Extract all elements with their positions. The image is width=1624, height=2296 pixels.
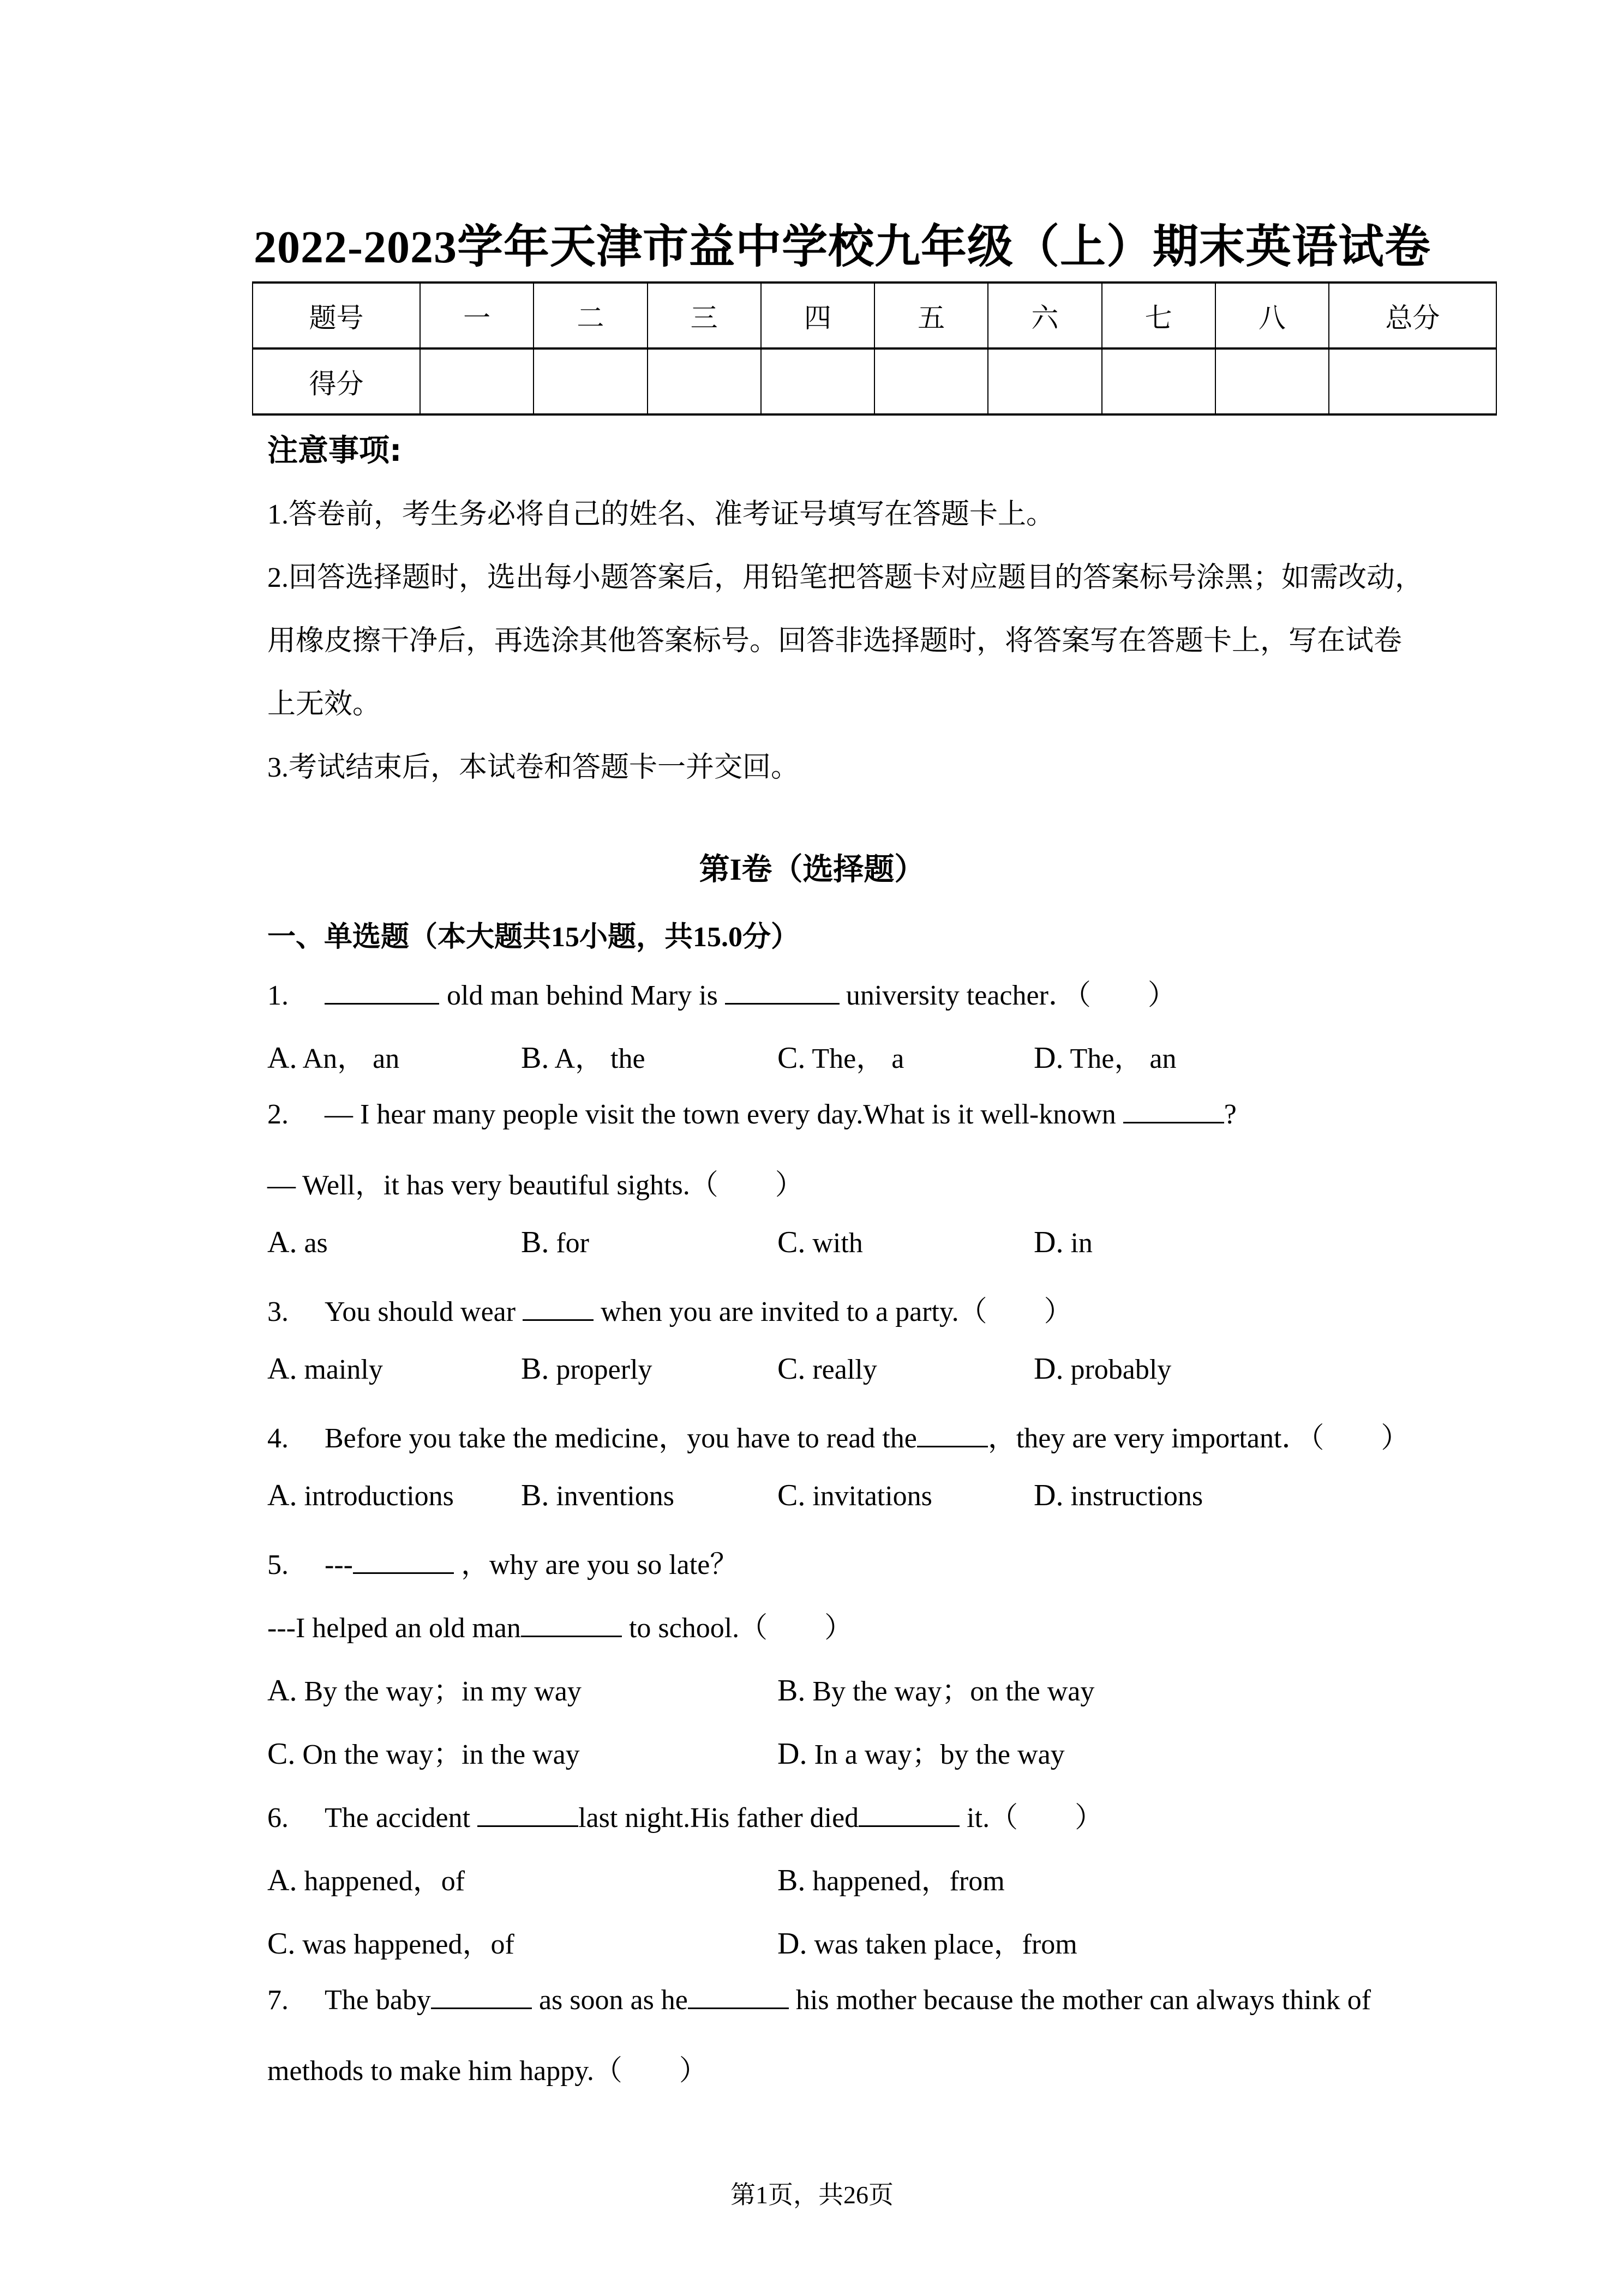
- question-text: Before you take the medicine，you have to read the: [325, 1423, 917, 1454]
- option-text: properly: [556, 1354, 652, 1385]
- option-c[interactable]: [777, 1478, 932, 1513]
- option-c[interactable]: [267, 1731, 580, 1772]
- option-c[interactable]: [777, 1035, 904, 1076]
- score-cell: [1329, 348, 1496, 414]
- option-label: C.: [777, 1478, 806, 1512]
- question-number: 1.: [267, 980, 289, 1011]
- question-text: to school.（ ）: [621, 1613, 853, 1644]
- question-5-line-2: [267, 1604, 853, 1645]
- question-text: ，why are you so late？: [453, 1549, 739, 1580]
- option-a[interactable]: [267, 1035, 399, 1076]
- notice-line: 上无效。: [267, 689, 381, 720]
- question-number: 3.: [267, 1296, 289, 1327]
- answer-blank: [477, 1804, 578, 1827]
- option-d[interactable]: [1034, 1351, 1171, 1386]
- header-cell: 一: [420, 283, 534, 348]
- option-label: D.: [1034, 1225, 1064, 1259]
- option-a[interactable]: [267, 1668, 582, 1709]
- answer-blank: [917, 1424, 988, 1447]
- answer-blank: [1123, 1100, 1224, 1123]
- option-label: B.: [521, 1352, 549, 1386]
- option-label: C.: [267, 1927, 296, 1961]
- option-text: By the way；in my way: [304, 1676, 582, 1707]
- option-label: B.: [521, 1478, 549, 1512]
- option-text: By the way；on the way: [812, 1676, 1095, 1707]
- option-text: The， a: [812, 1043, 904, 1074]
- option-a[interactable]: [267, 1858, 465, 1898]
- notice-line: 用橡皮擦干净后，再选涂其他答案标号。回答非选择题时，将答案写在答题卡上，写在试卷: [267, 626, 1403, 657]
- notice-line: 2.回答选择题时，选出每小题答案后，用铅笔把答题卡对应题目的答案标号涂黑；如需改动，: [267, 562, 1424, 593]
- question-text: ?: [1224, 1099, 1237, 1130]
- option-a[interactable]: [267, 1225, 328, 1260]
- question-text: last night.His father died: [578, 1802, 859, 1834]
- header-cell: 四: [761, 283, 874, 348]
- answer-blank: [523, 1297, 594, 1321]
- option-a[interactable]: [267, 1351, 383, 1386]
- answer-blank: [353, 1550, 454, 1574]
- score-cell: [648, 348, 761, 414]
- option-text: really: [812, 1354, 877, 1385]
- option-b[interactable]: [521, 1351, 652, 1386]
- question-text: it.（ ）: [960, 1802, 1104, 1834]
- option-label: C.: [777, 1225, 806, 1259]
- option-label: A.: [267, 1478, 297, 1512]
- question-text: The accident: [325, 1802, 478, 1834]
- question-text: his mother because the mother can always think of: [788, 1985, 1371, 2016]
- option-text: in: [1070, 1228, 1093, 1259]
- option-text: introductions: [304, 1481, 454, 1512]
- option-d[interactable]: [1034, 1225, 1093, 1260]
- option-text: A， the: [554, 1043, 645, 1074]
- question-7: [267, 1984, 1371, 2016]
- answer-blank: [859, 1804, 960, 1827]
- score-cell: [988, 348, 1101, 414]
- option-text: An， an: [302, 1043, 400, 1074]
- header-cell: 二: [534, 283, 647, 348]
- question-number: 7.: [267, 1985, 289, 2016]
- header-cell: 六: [988, 283, 1101, 348]
- answer-blank: [688, 1986, 789, 2009]
- option-label: A.: [267, 1674, 297, 1708]
- option-text: was happened，of: [302, 1929, 514, 1960]
- option-label: C.: [777, 1041, 806, 1075]
- question-6: [267, 1794, 1103, 1835]
- option-text: for: [556, 1228, 589, 1259]
- option-text: inventions: [556, 1481, 675, 1512]
- option-text: as: [304, 1228, 328, 1259]
- answer-blank: [325, 981, 439, 1005]
- question-number: 6.: [267, 1802, 289, 1834]
- exam-title: 2022-2023学年天津市益中学校九年级（上）期末英语试卷: [254, 222, 1431, 273]
- header-cell: 五: [874, 283, 988, 348]
- notice-heading: 注意事项:: [267, 433, 402, 468]
- option-c[interactable]: [777, 1351, 877, 1386]
- option-label: A.: [267, 1352, 297, 1386]
- option-label: C.: [267, 1737, 296, 1771]
- option-text: The， an: [1070, 1043, 1177, 1074]
- answer-blank: [725, 981, 840, 1005]
- option-label: A.: [267, 1864, 297, 1897]
- option-text: invitations: [812, 1481, 932, 1512]
- option-label: B.: [521, 1225, 549, 1259]
- question-text: ，they are very important．（ ）: [987, 1423, 1410, 1454]
- question-text: ---I helped an old man: [267, 1613, 521, 1644]
- option-b[interactable]: [777, 1668, 1094, 1709]
- option-text: In a way；by the way: [814, 1739, 1065, 1770]
- notice-line: 1.答卷前，考生务必将自己的姓名、准考证号填写在答题卡上。: [267, 499, 1055, 530]
- answer-blank: [431, 1986, 532, 2009]
- header-cell: 三: [648, 283, 761, 348]
- question-2-line-2: — Well，it has very beautiful sights.（ ）: [267, 1170, 804, 1201]
- option-label: A.: [267, 1041, 297, 1075]
- option-text: mainly: [304, 1354, 383, 1385]
- option-label: D.: [777, 1927, 807, 1961]
- option-b[interactable]: [521, 1478, 674, 1513]
- option-a[interactable]: [267, 1478, 454, 1513]
- question-text: when you are invited to a party.（ ）: [594, 1296, 1072, 1327]
- question-5: [267, 1541, 738, 1582]
- option-label: A.: [267, 1225, 297, 1259]
- question-text: as soon as he: [531, 1985, 688, 2016]
- score-cell: [534, 348, 647, 414]
- option-label: D.: [1034, 1352, 1064, 1386]
- question-number: 2.: [267, 1099, 289, 1130]
- option-b[interactable]: [521, 1225, 589, 1260]
- option-c[interactable]: [777, 1225, 863, 1260]
- option-text: happened，of: [304, 1866, 465, 1897]
- option-d[interactable]: [777, 1921, 1077, 1962]
- question-2: [267, 1098, 1237, 1131]
- score-table-score-row: [253, 348, 1496, 414]
- header-cell: 总分: [1329, 283, 1496, 348]
- score-cell: [1215, 348, 1329, 414]
- question-7-line-2: methods to make him happy.（ ）: [267, 2055, 708, 2087]
- option-d[interactable]: [1034, 1035, 1176, 1076]
- question-text: The baby: [325, 1985, 431, 2016]
- question-text: You should wear: [325, 1296, 523, 1327]
- question-text: old man behind Mary is: [447, 980, 725, 1011]
- header-cell: 八: [1215, 283, 1329, 348]
- option-text: happened，from: [812, 1866, 1005, 1897]
- score-cell: [874, 348, 988, 414]
- question-1: [267, 972, 1176, 1013]
- question-text: ---: [325, 1549, 353, 1580]
- answer-blank: [521, 1614, 622, 1637]
- question-4: [267, 1415, 1409, 1456]
- row-label: 得分: [253, 348, 420, 414]
- question-text: university teacher．（ ）: [846, 980, 1176, 1011]
- option-label: B.: [521, 1041, 549, 1075]
- question-text: — I hear many people visit the town every day.What is it well-known: [325, 1099, 1123, 1130]
- option-text: On the way；in the way: [302, 1739, 580, 1770]
- option-label: B.: [777, 1674, 806, 1708]
- question-number: 5.: [267, 1549, 289, 1580]
- header-cell: 七: [1102, 283, 1215, 348]
- question-3: [267, 1288, 1072, 1329]
- option-c[interactable]: [267, 1921, 514, 1962]
- option-label: D.: [1034, 1478, 1064, 1512]
- page-footer: 第1页，共26页: [730, 2181, 894, 2209]
- option-text: instructions: [1070, 1481, 1203, 1512]
- option-b[interactable]: [777, 1858, 1005, 1898]
- option-text: with: [812, 1228, 863, 1259]
- option-label: C.: [777, 1352, 806, 1386]
- option-b[interactable]: [521, 1035, 645, 1076]
- option-label: D.: [1034, 1041, 1064, 1075]
- option-text: probably: [1070, 1354, 1172, 1385]
- score-cell: [420, 348, 534, 414]
- score-cell: [1102, 348, 1215, 414]
- question-number: 4.: [267, 1423, 289, 1454]
- header-cell: 题号: [253, 283, 420, 348]
- option-label: B.: [777, 1864, 806, 1897]
- option-d[interactable]: [777, 1731, 1065, 1772]
- option-text: was taken place，from: [814, 1929, 1077, 1960]
- score-table-header-row: [253, 283, 1496, 348]
- part-title: 一、单选题（本大题共15小题，共15.0分）: [267, 922, 800, 953]
- score-cell: [761, 348, 874, 414]
- option-label: D.: [777, 1737, 807, 1771]
- section-title: 第I卷（选择题）: [699, 853, 925, 887]
- notice-line: 3.考试结束后，本试卷和答题卡一并交回。: [267, 752, 800, 783]
- option-d[interactable]: [1034, 1478, 1203, 1513]
- score-table: [252, 281, 1497, 416]
